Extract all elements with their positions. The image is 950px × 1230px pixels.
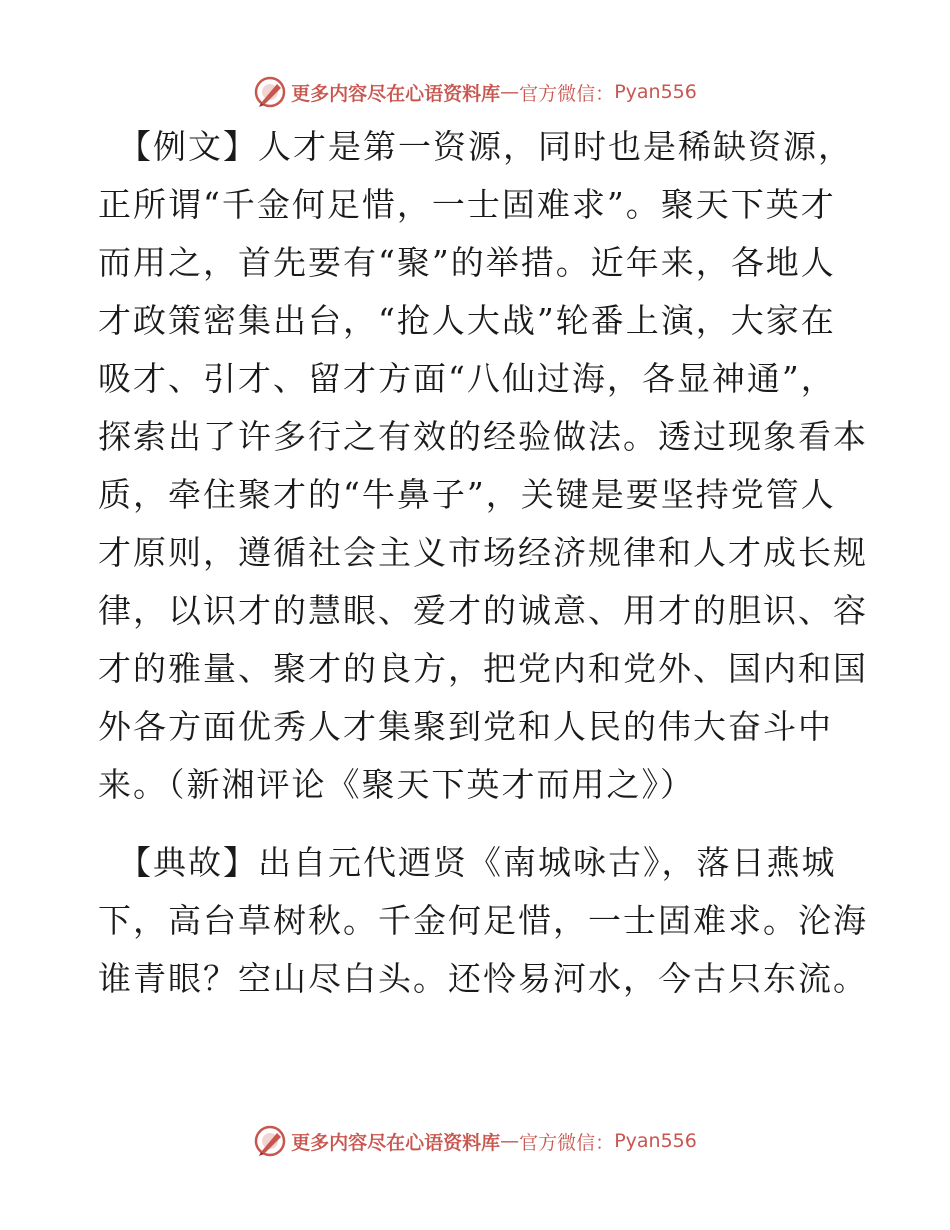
allusion-paragraph	[98, 834, 868, 1008]
example-line: 质，牵住聚才的“牛鼻子”，关键是要坚持党管人	[98, 475, 836, 514]
example-line: 吸才、引才、留才方面“八仙过海，各显神通”，	[98, 359, 836, 398]
allusion-line: 【典故】出自元代迺贤《南城咏古》，落日燕城	[118, 843, 837, 882]
banner-wechat-label: 官方微信：	[519, 82, 615, 105]
banner-wechat-label: 官方微信：	[519, 1131, 615, 1154]
header-watermark-banner	[0, 72, 950, 112]
banner-wechat-id: Pyan556	[614, 81, 697, 103]
footer-watermark-banner	[0, 1121, 950, 1161]
example-line: 正所谓“千金何足惜，一士固难求”。聚天下英才	[98, 185, 836, 224]
pen-nib-logo-icon	[253, 75, 287, 109]
allusion-line: 下，高台草树秋。千金何足惜，一士固难求。沦海	[98, 901, 868, 940]
banner-dash: —	[500, 81, 520, 103]
banner-title: 更多内容尽在心语资料库	[291, 82, 501, 105]
banner-wechat-id: Pyan556	[614, 1130, 697, 1152]
example-line: 而用之，首先要有“聚”的举措。近年来，各地人	[98, 243, 836, 282]
banner-dash: —	[500, 1130, 520, 1152]
banner-title: 更多内容尽在心语资料库	[291, 1131, 501, 1154]
example-line: 来。（新湘评论《聚天下英才而用之》）	[98, 765, 695, 804]
example-line: 才原则，遵循社会主义市场经济规律和人才成长规	[98, 533, 868, 572]
allusion-line: 谁青眼？空山尽白头。还怜易河水，今古只东流。	[98, 959, 868, 998]
example-line: 探索出了许多行之有效的经验做法。透过现象看本	[98, 417, 868, 456]
example-line: 才政策密集出台，“抢人大战”轮番上演，大家在	[98, 301, 836, 340]
pen-nib-logo-icon	[253, 1124, 287, 1158]
example-line: 才的雅量、聚才的良方，把党内和党外、国内和国	[98, 649, 868, 688]
example-line: 外各方面优秀人才集聚到党和人民的伟大奋斗中	[98, 707, 833, 746]
example-paragraph	[98, 118, 868, 814]
example-line: 【例文】人才是第一资源，同时也是稀缺资源，	[118, 127, 853, 166]
example-line: 律，以识才的慧眼、爱才的诚意、用才的胆识、容	[98, 591, 868, 630]
